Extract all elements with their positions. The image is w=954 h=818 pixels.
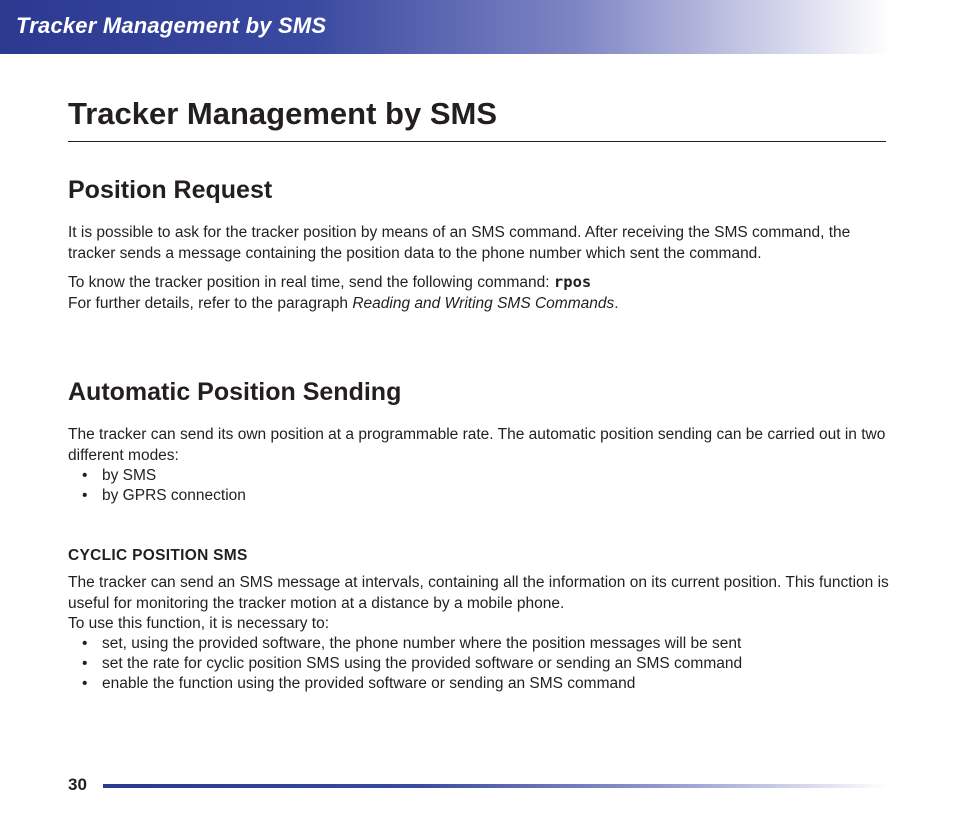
list-item xyxy=(68,466,898,486)
automatic-sending-paragraph: The tracker can send its own position at a programmable rate. The automatic position sending can be carried out in two different modes: xyxy=(68,426,886,464)
cyclic-sms-heading: CYCLIC POSITION SMS xyxy=(68,547,248,564)
automatic-sending-heading: Automatic Position Sending xyxy=(68,378,402,406)
reference-suffix-text: . xyxy=(614,294,619,312)
bullet-icon: • xyxy=(82,467,88,484)
list-item-text: enable the function using the provided software or sending an SMS command xyxy=(102,675,636,693)
header-title: Tracker Management by SMS xyxy=(16,13,327,38)
reference-intro-text: For further details, refer to the paragraph xyxy=(68,294,353,312)
page-title: Tracker Management by SMS xyxy=(68,96,497,131)
list-item xyxy=(68,634,898,654)
command-paragraph xyxy=(68,272,898,314)
cyclic-sms-instruction: To use this function, it is necessary to: xyxy=(68,615,330,632)
bullet-icon: • xyxy=(82,655,88,673)
list-item-text: set the rate for cyclic position SMS using the provided software or sending an SMS command xyxy=(102,655,743,673)
list-item-text: by GPRS connection xyxy=(102,487,246,505)
list-item xyxy=(68,486,898,506)
header-band xyxy=(0,0,890,54)
position-request-paragraph: It is possible to ask for the tracker position by means of an SMS command. After receiving the SMS command, the tracker sends a message containing the position data to the phone number which sent the command. xyxy=(68,224,851,262)
list-item-text: set, using the provided software, the phone number where the position messages will be sent xyxy=(102,635,742,652)
list-item xyxy=(68,654,898,674)
command-intro-text: To know the tracker position in real time, send the following command: xyxy=(68,274,554,291)
position-request-heading: Position Request xyxy=(68,176,273,204)
list-item xyxy=(68,674,898,694)
bullet-icon: • xyxy=(82,675,88,693)
cyclic-sms-steps-list xyxy=(68,634,898,695)
title-divider xyxy=(68,141,886,142)
list-item-text: by SMS xyxy=(102,467,157,484)
reference-link-text: Reading and Writing SMS Commands xyxy=(352,294,615,312)
page-number: 30 xyxy=(68,775,87,794)
sending-modes-list xyxy=(68,466,898,506)
bullet-icon: • xyxy=(82,635,88,652)
bullet-icon: • xyxy=(82,487,88,505)
footer-divider xyxy=(103,784,888,788)
cyclic-sms-paragraph: The tracker can send an SMS message at intervals, containing all the information on its current position. This function is useful for monitoring the tracker motion at a distance by a mobile phone. xyxy=(68,574,889,612)
rpos-command: rpos xyxy=(553,273,592,291)
